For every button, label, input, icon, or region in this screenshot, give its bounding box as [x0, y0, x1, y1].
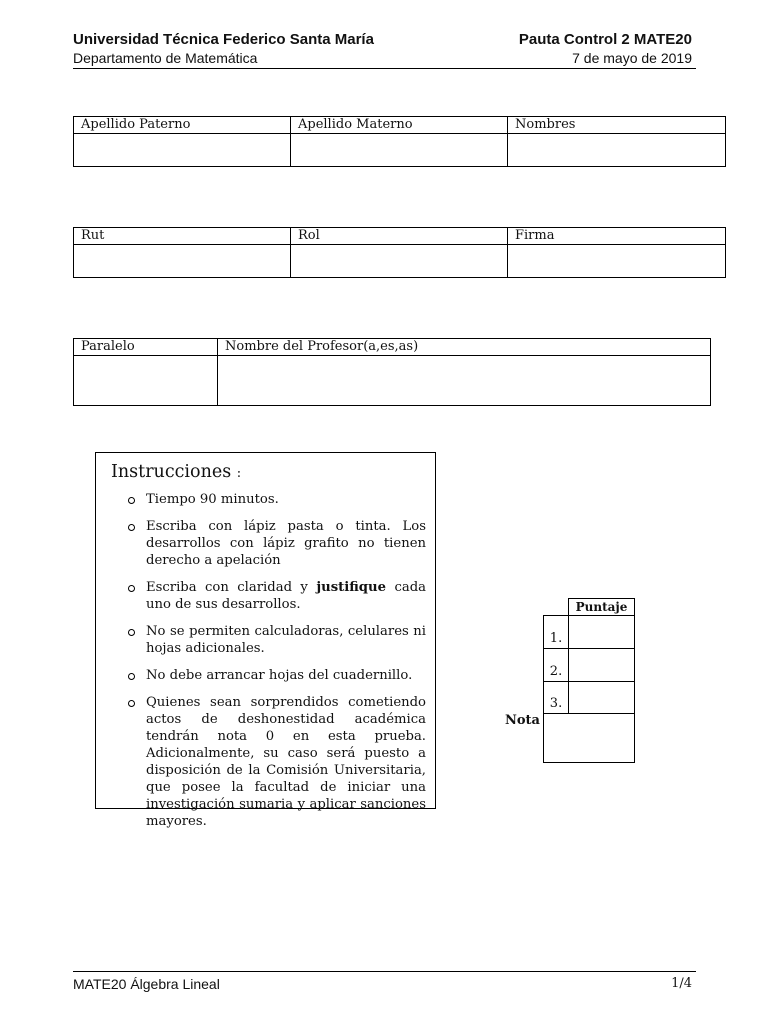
firma-label: Firma	[508, 228, 726, 245]
instructions-title	[111, 462, 241, 482]
instruction-text: No debe arrancar hojas del cuadernillo.	[146, 668, 413, 683]
instruction-item	[116, 518, 426, 569]
score-cell-1[interactable]	[569, 616, 635, 649]
profesor-label: Nombre del Profesor(a,es,as)	[218, 339, 711, 356]
paralelo-field[interactable]	[74, 356, 218, 406]
department-name: Departamento de Matemática	[73, 50, 258, 66]
instruction-text: No se permiten calculadoras, celulares ni hojas adicionales.	[146, 624, 426, 656]
instructions-box	[95, 452, 436, 829]
nota-cell[interactable]	[544, 714, 635, 763]
paralelo-label: Paralelo	[74, 339, 218, 356]
profesor-field[interactable]	[218, 356, 711, 406]
nombres-label: Nombres	[508, 117, 726, 134]
instructions-title-colon: :	[236, 466, 242, 481]
apellido-materno-field[interactable]	[291, 134, 508, 167]
instruction-text: Quienes sean sorprendidos cometiendo actos de deshonestidad académica tendrán nota 0 en esta prueba. Adicionalmente, su caso será puesto a disposición de la Comisión Universitaria, que posee la facultad de iniciar una investigación sumaria y aplicar sanciones mayores.	[146, 695, 426, 829]
instruction-text: Escriba con claridad y	[146, 580, 317, 595]
university-name: Universidad Técnica Federico Santa María	[73, 31, 374, 48]
nombres-field[interactable]	[508, 134, 726, 167]
instruction-item	[116, 694, 426, 830]
instruction-item	[116, 667, 426, 684]
firma-field[interactable]	[508, 245, 726, 278]
circle-bullet-icon	[128, 524, 135, 531]
rut-field[interactable]	[74, 245, 291, 278]
page-number: 1/4	[671, 976, 692, 991]
course-name: MATE20 Álgebra Lineal	[73, 976, 220, 992]
instructions-list	[116, 491, 426, 840]
circle-bullet-icon	[128, 497, 135, 504]
score-table	[543, 598, 635, 763]
instruction-text: cada uno de sus desarrollos.	[146, 580, 426, 612]
nota-label: Nota	[505, 713, 540, 728]
apellido-paterno-label: Apellido Paterno	[74, 117, 291, 134]
instruction-item	[116, 491, 426, 508]
circle-bullet-icon	[128, 700, 135, 707]
instruction-emphasis: justifique	[316, 580, 387, 595]
apellido-materno-label: Apellido Materno	[291, 117, 508, 134]
score-row-label: 1.	[544, 616, 569, 649]
rol-field[interactable]	[291, 245, 508, 278]
instruction-item	[116, 579, 426, 613]
circle-bullet-icon	[128, 673, 135, 680]
circle-bullet-icon	[128, 585, 135, 592]
footer-rule	[73, 971, 696, 972]
puntaje-header: Puntaje	[569, 599, 635, 616]
score-cell-3[interactable]	[569, 682, 635, 714]
id-fields-table	[73, 227, 726, 278]
instruction-text: Tiempo 90 minutos.	[146, 492, 279, 507]
score-row-label: 2.	[544, 649, 569, 682]
circle-bullet-icon	[128, 629, 135, 636]
apellido-paterno-field[interactable]	[74, 134, 291, 167]
rol-label: Rol	[291, 228, 508, 245]
exam-date: 7 de mayo de 2019	[572, 50, 692, 66]
name-fields-table	[73, 116, 726, 167]
score-row-label: 3.	[544, 682, 569, 714]
rut-label: Rut	[74, 228, 291, 245]
course-fields-table	[73, 338, 711, 406]
instruction-text: Escriba con lápiz pasta o tinta. Los desarrollos con lápiz grafito no tienen derecho a apelación	[146, 519, 426, 568]
instruction-item	[116, 623, 426, 657]
instructions-title-text: Instrucciones	[111, 462, 232, 482]
score-cell-2[interactable]	[569, 649, 635, 682]
header-rule	[73, 68, 696, 69]
exam-title: Pauta Control 2 MATE20	[518, 31, 692, 48]
score-corner	[544, 599, 569, 616]
